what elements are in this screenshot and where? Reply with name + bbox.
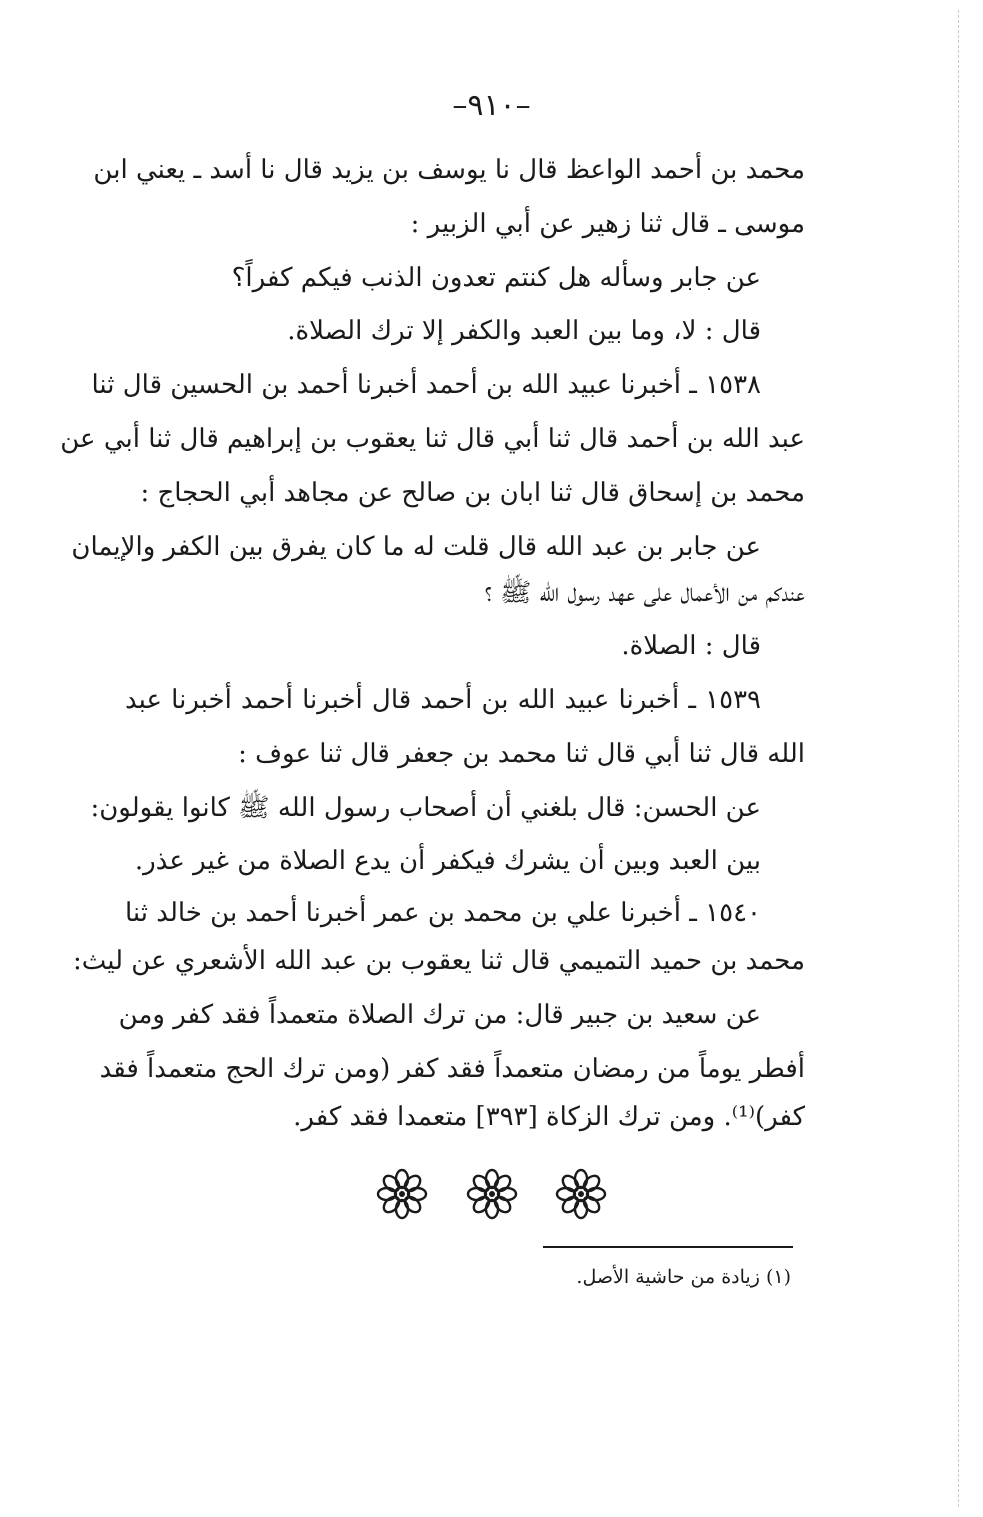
text-line-3: عن جابر وسأله هل كنتم تعدون الذنب فيكم كفراً؟ [231, 263, 761, 293]
footnote: (١) زيادة من حاشية الأصل. [576, 1266, 791, 1288]
section-end-ornaments [0, 1168, 983, 1220]
text-line-15: ١٥٤٠ ـ أخبرنا علي بن محمد بن عمر أخبرنا أحمد بن خالد ثنا [125, 898, 761, 928]
text-line-19: كفر)⁽¹⁾. ومن ترك الزكاة [٣٩٣] متعمدا فقد كفر. [293, 1102, 805, 1132]
text-line-11: ١٥٣٩ ـ أخبرنا عبيد الله بن أحمد قال أخبرنا أحمد أخبرنا عبد [125, 685, 761, 715]
text-line-10: قال : الصلاة. [621, 631, 761, 661]
flower-ornament-icon [376, 1168, 428, 1220]
flower-ornament-icon [555, 1168, 607, 1220]
page-number: –٩١٠– [452, 88, 531, 123]
text-line-13: عن الحسن: قال بلغني أن أصحاب رسول الله ﷺ كانوا يقولون: [90, 793, 761, 823]
text-line-7: محمد بن إسحاق قال ثنا ابان بن صالح عن مجاهد أبي الحجاج : [140, 478, 805, 508]
text-line-2: موسى ـ قال ثنا زهير عن أبي الزبير : [410, 209, 805, 239]
text-line-8: عن جابر بن عبد الله قال قلت له ما كان يفرق بين الكفر والإيمان [71, 532, 761, 562]
text-line-12: الله قال ثنا أبي قال ثنا محمد بن جعفر قال ثنا عوف : [238, 739, 805, 769]
text-line-1: محمد بن أحمد الواعظ قال نا يوسف بن يزيد قال نا أسد ـ يعني ابن [93, 155, 805, 185]
text-line-16: محمد بن حميد التميمي قال ثنا يعقوب بن عبد الله الأشعري عن ليث: [72, 946, 805, 976]
flower-ornament-icon [466, 1168, 518, 1220]
text-line-9: عندكم من الأعمال على عهد رسول الله ﷺ ؟ [484, 578, 805, 608]
text-line-6: عبد الله بن أحمد قال ثنا أبي قال ثنا يعقوب بن إبراهيم قال ثنا أبي عن [60, 424, 805, 454]
text-line-5: ١٥٣٨ ـ أخبرنا عبيد الله بن أحمد أخبرنا أحمد بن الحسين قال ثنا [91, 370, 761, 400]
text-line-4: قال : لا، وما بين العبد والكفر إلا ترك الصلاة. [287, 316, 761, 346]
text-line-17: عن سعيد بن جبير قال: من ترك الصلاة متعمداً فقد كفر ومن [118, 1000, 761, 1030]
text-line-18: أفطر يوماً من رمضان متعمداً فقد كفر (ومن ترك الحج متعمداً فقد [99, 1054, 805, 1084]
scan-edge-line [958, 10, 959, 1507]
footnote-divider [543, 1246, 793, 1248]
text-line-14: بين العبد وبين أن يشرك فيكفر أن يدع الصلاة من غير عذر. [134, 846, 761, 876]
